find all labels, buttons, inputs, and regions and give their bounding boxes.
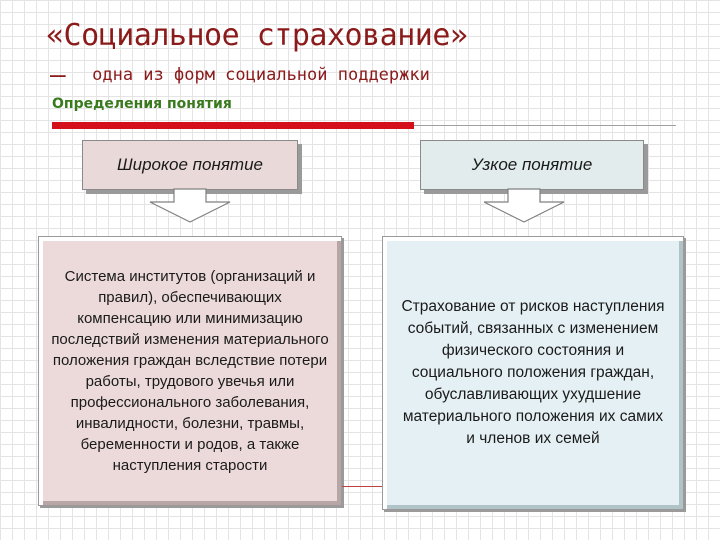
down-arrow-icon xyxy=(148,188,232,224)
narrow-concept-box xyxy=(420,140,644,190)
divider-line xyxy=(414,125,676,126)
narrow-definition-text: Страхование от рисков наступления событий, связанных с изменением физического состояния и социального положения граждан, обуславливающих ухудшение материального положения их самих и членов их семей xyxy=(401,298,665,447)
page-subtitle: одна из форм социальной поддержки xyxy=(92,65,430,85)
connector-line xyxy=(342,486,382,487)
page-title: «Социальное страхование» xyxy=(46,18,468,53)
broad-definition-box xyxy=(38,236,342,506)
broad-concept-box xyxy=(82,140,298,190)
section-label: Определения понятия xyxy=(52,96,232,112)
broad-concept-label: Широкое понятие xyxy=(117,155,263,174)
down-arrow-icon xyxy=(482,188,566,224)
narrow-definition-box xyxy=(382,236,684,510)
accent-bar xyxy=(52,122,414,129)
subtitle-row xyxy=(50,60,430,90)
subtitle-dash: – xyxy=(50,60,66,90)
broad-definition-text: Система институтов (организаций и правил), обеспечивающих компенсацию или минимизацию последствий изменения материального положения граждан вследствие потери работы, трудового увечья или профессионального заболевания, инвалидности, болезни, травмы, беременности и родов, а также наступления старости xyxy=(51,268,329,474)
narrow-concept-label: Узкое понятие xyxy=(471,155,593,174)
